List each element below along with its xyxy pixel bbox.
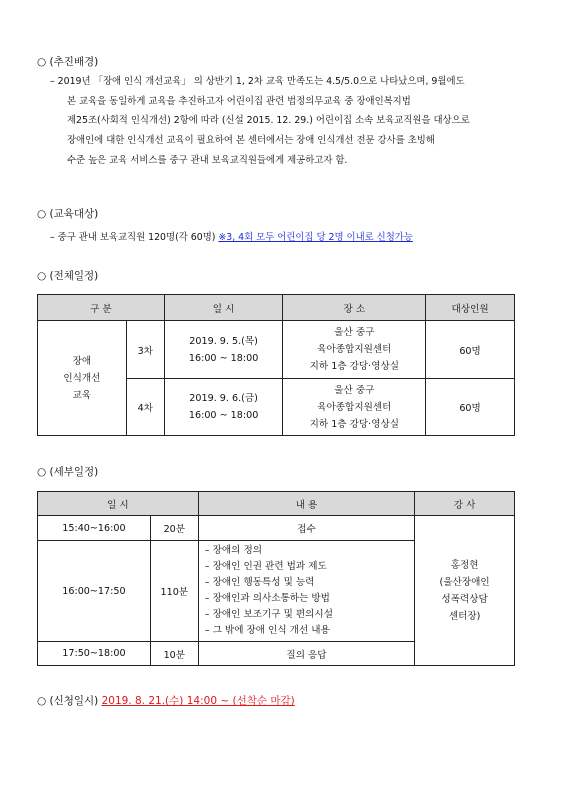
list-item: – 장애인 보조기구 및 편의시설 — [204, 609, 333, 620]
place-text: 지하 1층 강당·영상실 — [309, 418, 400, 430]
time-cell: 15:40~16:00 — [38, 516, 151, 541]
place-text: 지하 1층 강당·영상실 — [309, 361, 400, 372]
category-cell — [38, 321, 127, 436]
time-cell: 16:00~17:50 — [38, 541, 151, 642]
target-heading: ○ (교육대상) — [37, 208, 99, 220]
time-text: 16:00 ~ 18:00 — [188, 410, 259, 421]
category-text: 인식개선 — [63, 372, 101, 384]
count-cell: 60명 — [426, 321, 515, 379]
content-cell: 질의 응답 — [198, 642, 414, 666]
apply-line — [37, 693, 295, 708]
background-line: 수준 높은 교육 서비스를 중구 관내 보육교직원들에게 제공하고자 함. — [67, 154, 348, 166]
background-line: – 2019년 「장애 인식 개선교육」 의 상반기 1, 2차 교육 만족도는 4.5/5.0으로 나타났으며, 9월에도 — [50, 76, 465, 87]
content-cell: 접수 — [198, 516, 414, 541]
instructor-cell — [415, 516, 515, 666]
round-cell: 3차 — [126, 321, 164, 379]
instructor-text: (울산장애인 — [439, 576, 490, 588]
place-text: 울산 중구 — [334, 327, 375, 338]
list-item: – 그 밖에 장애 인식 개선 내용 — [204, 625, 330, 636]
table-header-row — [38, 492, 515, 516]
place-text: 울산 중구 — [334, 384, 375, 396]
overall-schedule-table — [37, 294, 515, 436]
background-heading: ○ (추진배경) — [37, 56, 99, 68]
content-list-cell — [198, 541, 414, 642]
instructor-text: 센터장) — [448, 610, 481, 622]
table-header-row — [38, 295, 515, 321]
target-note: ※3, 4회 모두 어린이집 당 2명 이내로 신청가능 — [218, 232, 413, 243]
background-paragraph — [50, 72, 530, 171]
time-text: 16:00 ~ 18:00 — [188, 352, 259, 364]
category-text: 장애 — [72, 355, 92, 367]
instructor-text: 성폭력상담 — [441, 593, 488, 605]
time-cell: 17:50~18:00 — [38, 642, 151, 666]
table-row — [38, 516, 515, 541]
header-datetime: 일 시 — [164, 295, 283, 321]
detail-schedule-table — [37, 491, 515, 666]
apply-value: 2019. 8. 21.(수) 14:00 ~ (선착순 마감) — [101, 695, 295, 707]
category-text: 교육 — [72, 389, 92, 401]
round-cell: 4차 — [126, 379, 164, 436]
duration-cell: 110분 — [150, 541, 198, 642]
place-cell — [283, 379, 426, 436]
header-place: 장 소 — [283, 295, 426, 321]
place-text: 육아종합지원센터 — [317, 401, 392, 413]
overall-heading: ○ (전체일정) — [37, 270, 99, 282]
datetime-cell — [164, 321, 283, 379]
list-item: – 장애인 인권 관련 법과 제도 — [204, 561, 327, 572]
detail-heading: ○ (세부일정) — [37, 466, 99, 478]
apply-heading: ○ (신청일시) — [37, 695, 102, 707]
header-count: 대상인원 — [426, 295, 515, 321]
header-content: 내 용 — [198, 492, 414, 516]
header-datetime: 일 시 — [38, 492, 199, 516]
date-text: 2019. 9. 5.(목) — [189, 335, 258, 347]
header-instructor: 강 사 — [415, 492, 515, 516]
duration-cell: 10분 — [150, 642, 198, 666]
place-cell — [283, 321, 426, 379]
duration-cell: 20분 — [150, 516, 198, 541]
list-item: – 장애인 행동특성 및 능력 — [204, 577, 315, 588]
datetime-cell — [164, 379, 283, 436]
background-line: 본 교육을 동일하게 교육을 추진하고자 어린이집 관련 법정의무교육 중 장애인복지법 — [67, 95, 411, 107]
place-text: 육아종합지원센터 — [317, 344, 392, 355]
table-row — [38, 321, 515, 379]
date-text: 2019. 9. 6.(금) — [189, 393, 258, 404]
list-item: – 장애의 정의 — [204, 545, 262, 556]
background-line: 제25조(사회적 인식개선) 2항에 따라 (신설 2015. 12. 29.) 어린이집 소속 보육교직원을 대상으로 — [67, 115, 470, 127]
instructor-text: 홍정현 — [450, 559, 479, 571]
header-category: 구 분 — [38, 295, 165, 321]
count-cell: 60명 — [426, 379, 515, 436]
target-text: – 중구 관내 보육교직원 120명(각 60명) — [50, 232, 219, 243]
list-item: – 장애인과 의사소통하는 방법 — [204, 593, 330, 604]
target-line — [50, 229, 413, 243]
background-line: 장애인에 대한 인식개선 교육이 필요하여 본 센터에서는 장애 인식개선 전문 강사를 초빙해 — [67, 135, 435, 147]
